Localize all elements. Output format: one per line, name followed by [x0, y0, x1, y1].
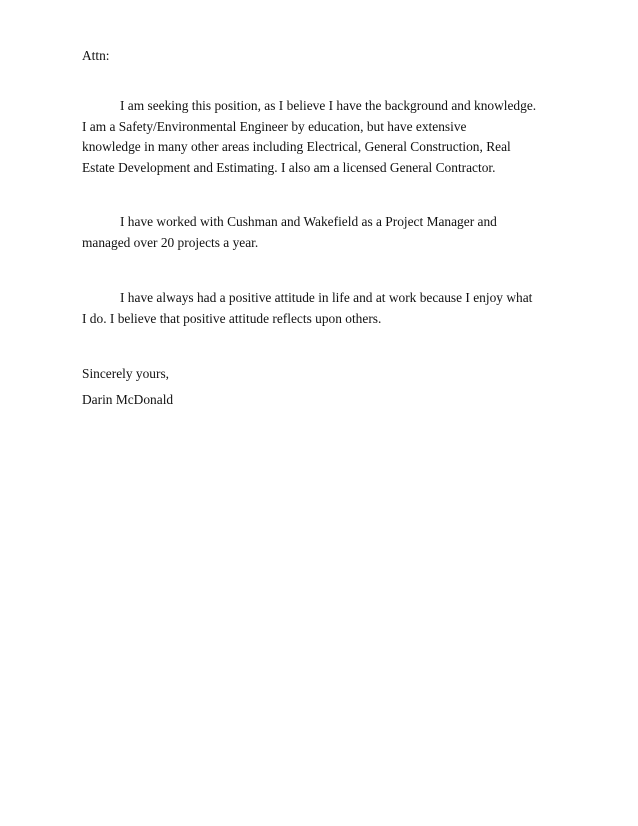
closing — [82, 364, 562, 385]
paragraph-2 — [82, 212, 562, 253]
paragraph-1-line-2: I am a Safety/Environmental Engineer by education, but have extensive — [82, 118, 467, 134]
paragraph-1-line-1: I am seeking this position, as I believe I have the background and knowledge. — [120, 98, 537, 113]
paragraph-1-line-4: Estate Development and Estimating. I also am a licensed General Contractor. — [82, 159, 496, 175]
paragraph-1 — [82, 96, 562, 178]
signature — [82, 390, 562, 411]
greeting-text: Attn: — [82, 48, 110, 63]
greeting — [82, 46, 562, 67]
paragraph-1-line-3: knowledge in many other areas including Electrical, General Construction, Real — [82, 139, 511, 154]
paragraph-2-line-2: managed over 20 projects a year. — [82, 234, 259, 250]
signature-name: Darin McDonald — [82, 392, 174, 407]
paragraph-2-line-1: I have worked with Cushman and Wakefield as a Project Manager and — [120, 214, 497, 229]
paragraph-3-line-1: I have always had a positive attitude in life and at work because I enjoy what — [120, 290, 533, 305]
closing-text: Sincerely yours, — [82, 366, 170, 381]
paragraph-3-line-2: I do. I believe that positive attitude reflects upon others. — [82, 310, 382, 326]
paragraph-3 — [82, 288, 562, 329]
